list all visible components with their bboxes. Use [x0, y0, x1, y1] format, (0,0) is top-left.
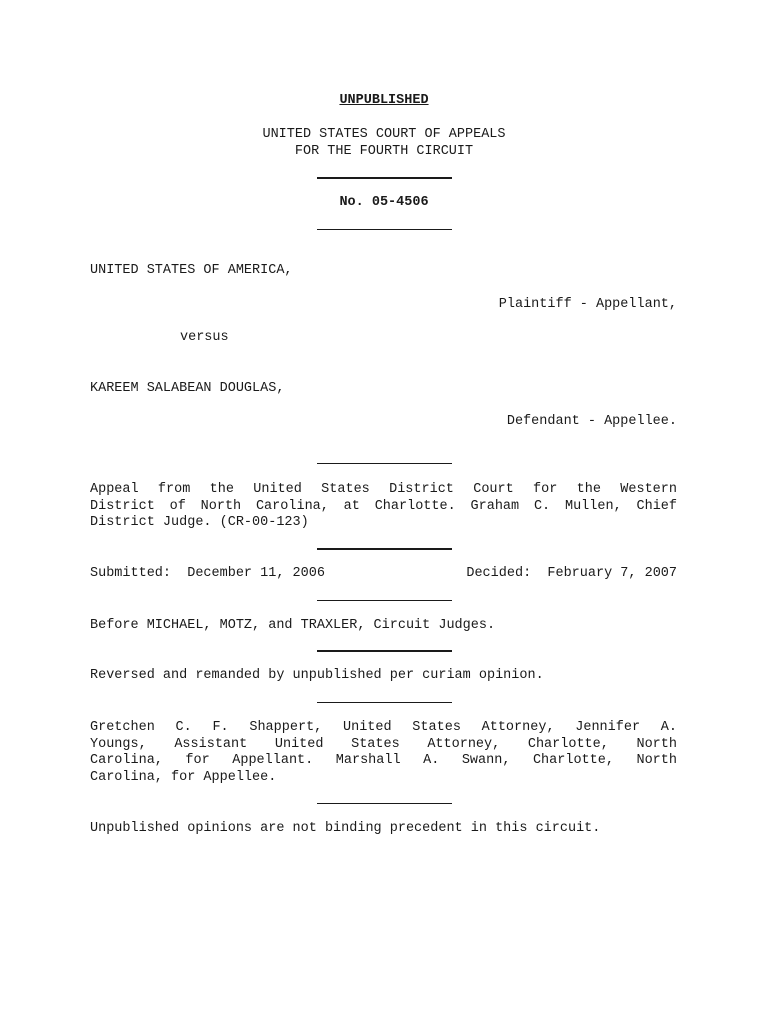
divider-rule	[317, 803, 452, 804]
counsel-line: Carolina, for Appellee.	[90, 769, 277, 785]
appeal-paragraph	[90, 482, 677, 532]
divider-rule	[317, 229, 452, 230]
panel-judges: Before MICHAEL, MOTZ, and TRAXLER, Circuit Judges.	[90, 618, 496, 633]
court-name-line1: UNITED STATES COURT OF APPEALS	[262, 127, 506, 142]
submitted-date: Submitted: December 11, 2006	[90, 566, 325, 581]
divider-rule	[317, 600, 452, 601]
divider-rule	[317, 463, 452, 464]
disposition: Reversed and remanded by unpublished per curiam opinion.	[90, 668, 544, 683]
appeal-line: District Judge. (CR-00-123)	[90, 515, 309, 530]
versus-label: versus	[180, 330, 229, 345]
case-number: No. 05-4506	[339, 195, 429, 210]
plaintiff-role: Plaintiff - Appellant,	[498, 297, 677, 312]
divider-rule	[317, 702, 452, 703]
plaintiff-name: UNITED STATES OF AMERICA,	[90, 263, 293, 278]
appeal-line: Appeal from the United States District Court for the Western	[90, 482, 677, 497]
counsel-line: Youngs, Assistant United States Attorney, Charlotte, North	[90, 736, 677, 752]
counsel-paragraph	[90, 720, 677, 786]
counsel-line: Gretchen C. F. Shappert, United States Attorney, Jennifer A.	[90, 720, 677, 735]
unpublished-heading: UNPUBLISHED	[339, 93, 429, 108]
divider-rule	[317, 177, 452, 179]
defendant-name: KAREEM SALABEAN DOUGLAS,	[90, 381, 285, 396]
court-name-line2: FOR THE FOURTH CIRCUIT	[294, 144, 474, 159]
divider-rule	[317, 650, 452, 652]
divider-rule	[317, 548, 452, 550]
precedent-notice: Unpublished opinions are not binding precedent in this circuit.	[90, 821, 601, 836]
defendant-role: Defendant - Appellee.	[506, 414, 677, 429]
appeal-line: District of North Carolina, at Charlotte. Graham C. Mullen, Chief	[90, 498, 677, 514]
dates-row	[90, 566, 677, 583]
decided-date: Decided: February 7, 2007	[466, 566, 677, 581]
counsel-line: Carolina, for Appellant. Marshall A. Swann, Charlotte, North	[90, 753, 677, 768]
